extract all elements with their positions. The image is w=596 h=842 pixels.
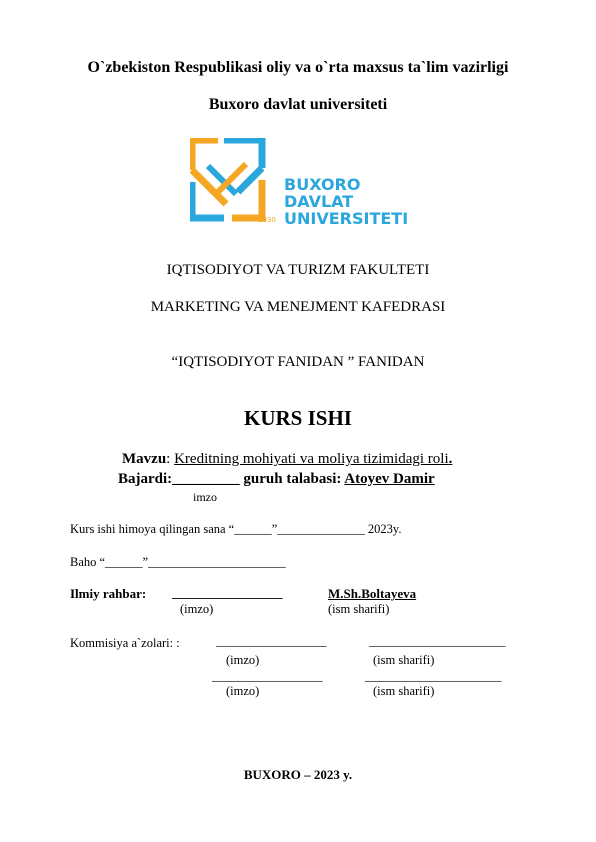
commission-sign-caption-2: (imzo) <box>226 684 260 698</box>
executor-name: Atoyev Damir <box>344 471 435 487</box>
logo-line2: DAVLAT <box>284 192 354 211</box>
topic-value: Kreditning mohiyati va moliya tizimidagi roli <box>174 451 449 467</box>
topic-line <box>122 451 452 468</box>
logo-line1: BUXORO <box>284 175 361 194</box>
faculty-name: IQTISODIYOT VA TURIZM FAKULTETI <box>166 262 430 278</box>
supervisor-sign-blank: _________________ <box>172 585 283 600</box>
supervisor-name: M.Sh.Boltayeva <box>328 586 417 601</box>
commission-sign-blank-2: _________________ <box>212 668 323 683</box>
supervisor-label: Ilmiy rahbar: <box>70 586 147 601</box>
university-title: Buxoro davlat universiteti <box>208 96 388 113</box>
footer-city-year: BUXORO – 2023 y. <box>243 767 353 782</box>
commission-name-blank-2: _____________________ <box>365 668 502 683</box>
ministry-title: O`zbekiston Respublikasi oliy va o`rta maxsus ta`lim vazirligi <box>87 59 509 76</box>
executor-sign-caption: imzo <box>193 490 217 504</box>
document-type: KURS ISHI <box>244 406 352 430</box>
executor-blank: _________ <box>172 471 240 487</box>
logo-emblem-icon <box>192 140 262 218</box>
commission-label: Kommisiya a`zolari: : <box>70 636 180 650</box>
logo-year: 1930 <box>258 216 276 224</box>
topic-colon: : <box>166 451 175 467</box>
supervisor-sign-caption: (imzo) <box>180 602 214 616</box>
commission-sign-caption-1: (imzo) <box>226 653 260 667</box>
grade-line: Baho “______”______________________ <box>70 555 286 569</box>
commission-name-blank-1: _____________________ <box>369 633 506 648</box>
defense-date-line: Kurs ishi himoya qilingan sana “______”______________ 2023y. <box>70 522 402 536</box>
commission-name-caption-1: (ism sharifi) <box>373 653 435 667</box>
logo-line3: UNIVERSITETI <box>284 209 409 226</box>
supervisor-name-caption: (ism sharifi) <box>328 602 390 616</box>
executor-line <box>118 471 435 488</box>
executor-label: Bajardi: <box>118 471 173 487</box>
university-logo <box>190 138 412 226</box>
department-name: MARKETING VA MENEJMENT KAFEDRASI <box>150 299 446 315</box>
commission-name-caption-2: (ism sharifi) <box>373 684 435 698</box>
topic-dot: . <box>448 451 453 467</box>
subject-title: “IQTISODIYOT FANIDAN ” FANIDAN <box>171 354 425 370</box>
topic-label: Mavzu <box>122 451 167 467</box>
commission-sign-blank-1: _________________ <box>216 633 327 648</box>
executor-group-text: guruh talabasi: <box>239 471 345 487</box>
